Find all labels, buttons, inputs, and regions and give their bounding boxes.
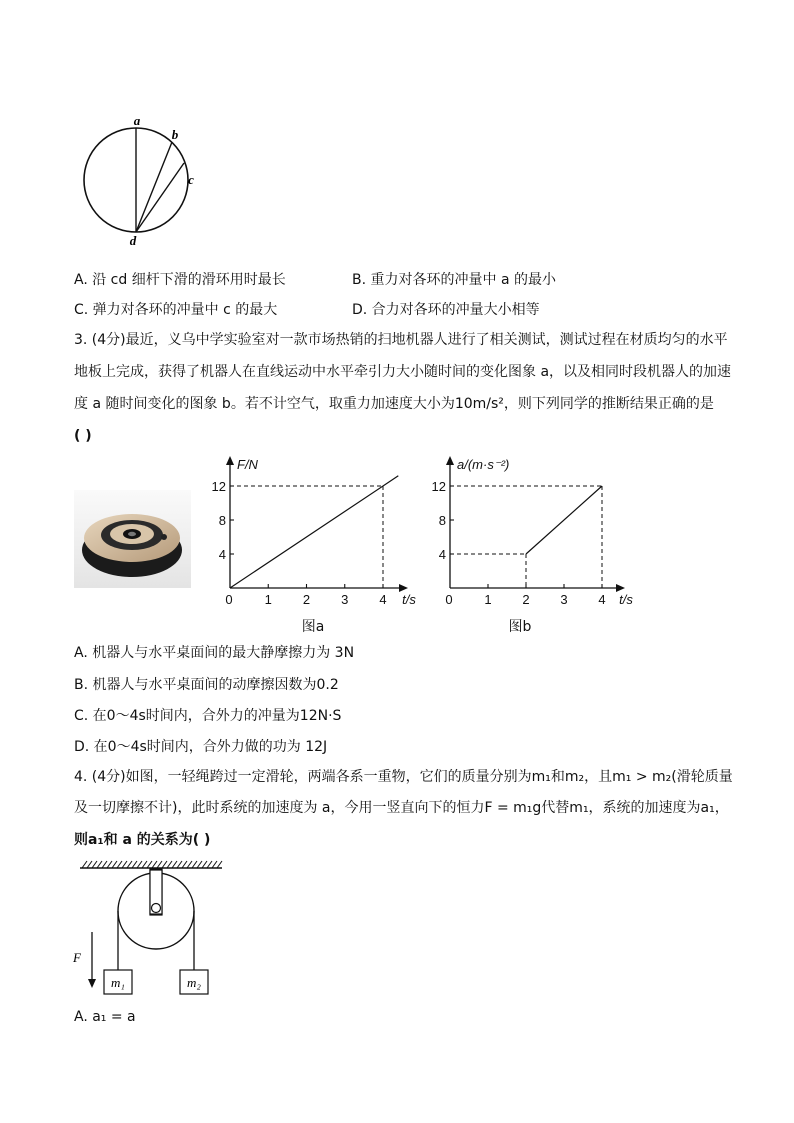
robot-center-dot [128,532,136,536]
point-c-label: c [188,172,194,187]
ceiling-hatch-mark [207,861,212,868]
q4-stem-line-2: 及一切摩擦不计)，此时系统的加速度为 a，今用一竖直向下的恒力F = m₁g代替m₁，系统的加速度为a₁， [74,800,729,816]
graph-a-y-tick-label: 12 [211,479,226,494]
graph-b-x-tick-label: 0 [445,592,453,607]
ceiling-hatch-mark [82,861,87,868]
point-b-label: b [171,127,179,142]
ceiling-hatch-mark [112,861,117,868]
q3-answer-blank: ( ) [74,428,92,444]
ceiling-hatch-mark [172,861,177,868]
mass-2-label: m₂ [187,975,201,990]
ceiling-hatch-mark [107,861,112,868]
q2-option-b[interactable]: B. 重力对各环的冲量中 a 的最小 [352,272,556,288]
ceiling-hatch-mark [122,861,127,868]
ceiling-hatch-mark [117,861,122,868]
ceiling-hatch-mark [87,861,92,868]
mass-1-label: m₁ [111,975,125,990]
pulley-diagram [70,855,230,1005]
graph-b-x-tick-label: 2 [522,592,530,607]
ceiling-hatch-mark [217,861,222,868]
graph-b-x-axis-arrow [616,584,625,592]
graph-a-force-time [200,445,440,610]
q3-stem-line-2: 地板上完成，获得了机器人在直线运动中水平牵引力大小随时间的变化图象 a，以及相同时段机器人的加速 [74,364,732,380]
ceiling-hatch [82,861,222,868]
graph-a-series-line [230,476,398,588]
graph-b-y-axis-arrow [446,456,454,465]
graph-a-caption: 图a [301,619,325,635]
graph-b-acceleration-time [430,445,640,610]
ceiling-hatch-mark [97,861,102,868]
q2-option-a[interactable]: A. 沿 cd 细杆下滑的滑环用时最长 [74,272,286,288]
circle-incline-diagram [70,110,210,250]
ceiling-hatch-mark [102,861,107,868]
ceiling-hatch-mark [162,861,167,868]
graph-b-y-tick-label: 8 [438,513,446,528]
ceiling-hatch-mark [132,861,137,868]
ceiling-hatch-mark [202,861,207,868]
ceiling-hatch-mark [187,861,192,868]
q3-option-c[interactable]: C. 在0～4s时间内，合外力的冲量为12N·S [74,708,342,724]
graph-b-y-axis-label: a/(m·s⁻²) [457,457,510,472]
robot-vacuum-image [74,490,191,588]
pulley-axle [152,904,161,913]
ceiling-hatch-mark [212,861,217,868]
ceiling-hatch-mark [197,861,202,868]
graph-b-caption: 图b [508,619,532,635]
graph-b-x-tick-label: 4 [598,592,606,607]
q4-stem-line-3: 则a₁和 a 的关系为( ) [74,832,211,848]
ceiling-hatch-mark [157,861,162,868]
graph-a-x-axis-label: t/s [402,592,416,607]
force-label: F [73,950,81,965]
ceiling-hatch-mark [167,861,172,868]
graph-b-x-tick-label: 3 [560,592,568,607]
q3-stem-line-3: 度 a 随时间变化的图象 b。若不计空气，取重力加速度大小为10m/s²，则下列同学的推断结果正确的是 [74,396,714,412]
q2-option-c[interactable]: C. 弹力对各环的冲量中 c 的最大 [74,302,278,318]
ceiling-hatch-mark [147,861,152,868]
ceiling-hatch-mark [127,861,132,868]
point-a-label: a [133,113,141,128]
graph-a-y-tick-label: 4 [218,547,226,562]
graph-a-x-tick-label: 2 [302,592,311,607]
ceiling-hatch-mark [177,861,182,868]
graph-a-x-axis-arrow [399,584,408,592]
graph-b-y-tick-label: 12 [431,479,446,494]
ceiling-hatch-mark [92,861,97,868]
q4-option-a[interactable]: A. a₁ = a [74,1009,136,1025]
graph-b-series-line [526,486,602,554]
ceiling-hatch-mark [142,861,147,868]
graph-a-x-tick-label: 3 [341,592,349,607]
graph-b-x-axis-label: t/s [619,592,633,607]
graph-a-y-axis-arrow [226,456,234,465]
graph-a-x-tick-label: 4 [379,592,387,607]
graph-b-x-tick-label: 1 [484,592,492,607]
q4-stem-line-1: 4. (4分)如图，一轻绳跨过一定滑轮，两端各系一重物，它们的质量分别为m₁和m₂，且m₁ > m₂(滑轮质量 [74,769,733,785]
graph-a-x-tick-label: 1 [264,592,272,607]
q3-option-d[interactable]: D. 在0～4s时间内，合外力做的功为 12J [74,739,328,755]
q3-stem-line-1: 3. (4分)最近，义乌中学实验室对一款市场热销的扫地机器人进行了相关测试，测试过程在材质均匀的水平 [74,332,728,348]
ceiling-hatch-mark [192,861,197,868]
force-arrow-head [88,979,96,988]
graph-a-y-tick-label: 8 [218,513,226,528]
q3-option-a[interactable]: A. 机器人与水平桌面间的最大静摩擦力为 3N [74,645,355,661]
robot-side-button [161,534,167,540]
graph-a-x-tick-label: 0 [225,592,233,607]
q2-option-d[interactable]: D. 合力对各环的冲量大小相等 [352,302,540,318]
ceiling-hatch-mark [182,861,187,868]
q3-option-b[interactable]: B. 机器人与水平桌面间的动摩擦因数为0.2 [74,677,339,693]
point-d-label: d [129,233,137,248]
ceiling-hatch-mark [137,861,142,868]
ceiling-hatch-mark [152,861,157,868]
graph-a-y-axis-label: F/N [237,457,258,472]
graph-b-y-tick-label: 4 [438,547,446,562]
